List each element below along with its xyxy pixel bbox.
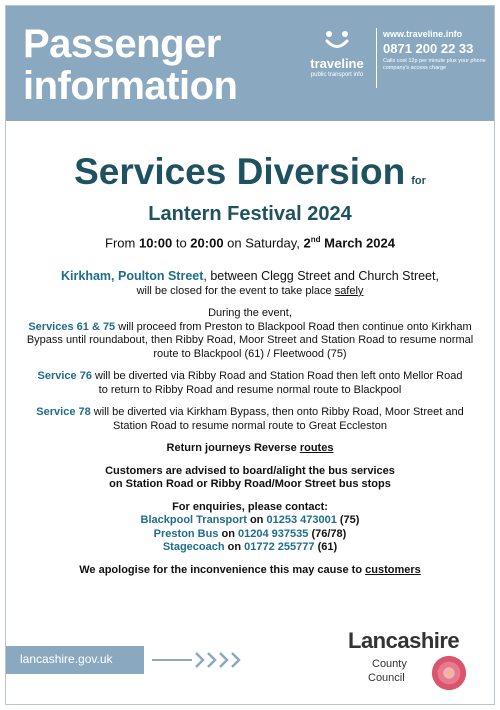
notice-body [6,152,494,577]
contact-routes: (61) [314,541,338,554]
contact-name: Blackpool Transport [140,514,247,527]
service-61-75-text: will proceed from Preston to Blackpool Road then continue onto Kirkham Bypass until roundabout, then Ribby Road, Moor Street and Station Road to resume normal route to Blackpool (61) / Fleetwood (75) [26,320,474,360]
council-name: Lancashire [348,628,460,653]
closure-safely: safely [334,284,364,297]
contact-name: Stagecoach [162,541,225,554]
traveline-smile-icon [322,30,352,52]
closure-location: Kirkham, Poulton Street [61,269,204,284]
return-journeys [6,442,494,456]
contact-preston-bus [6,528,494,542]
service-76-text: will be diverted via Ribby Road and Station Road then left onto Mellor Road to return to Ribby Road and resume normal route to Blackpool [91,370,463,396]
dates-on: on Saturday, [223,235,304,251]
header-title-line2: information [23,64,238,108]
council-county: County [372,658,407,670]
contact-routes: (76/78) [308,527,347,540]
contact-on: on [218,527,239,540]
contact-phone: 01772 255777 [244,541,315,554]
service-78-text: will be diverted via Kirkham Bypass, then onto Ribby Road, Moor Street and Station Road to resume normal route to Great Eccleston [90,406,464,432]
service-78-label: Service 78 [36,406,91,419]
service-78-diversion [6,406,494,433]
dates-end: 20:00 [190,235,224,251]
apology-text: We apologise for the inconvenience this may cause to [79,563,366,576]
traveline-brand-sub: public transport info [310,72,364,78]
contact-stagecoach [6,541,494,555]
chevrons-right-icon [152,651,272,669]
service-76-label: Service 76 [37,370,92,383]
contact-name: Preston Bus [153,527,219,540]
dates-month: March 2024 [320,235,395,251]
service-76-diversion [6,370,494,397]
enquiries-heading: For enquiries, please contact: [172,500,328,513]
header-title-line1: Passenger [23,22,221,66]
boarding-advice [6,465,494,492]
footer [6,620,494,704]
contact-on: on [224,541,245,554]
return-text: Return journeys Reverse [166,442,300,455]
notice-title-for: for [411,175,426,187]
dates-start: 10:00 [138,235,173,251]
contact-phone: 01204 937535 [238,527,309,540]
footer-url[interactable]: lancashire.gov.uk [20,652,113,666]
during-event: During the event, [208,307,292,320]
closure-text2: will be closed for the event to take place [136,284,335,297]
traveline-contact [383,29,491,72]
contact-on: on [246,514,267,527]
dates-ordinal: nd [310,235,321,244]
traveline-phone: 0871 200 22 33 [383,41,474,56]
advice-line1: Customers are advised to board/alight the bus services [105,464,395,477]
notice-title [6,152,494,201]
notice-title-text: Services Diversion [74,151,406,192]
red-rose-icon [430,654,468,692]
return-routes: routes [299,442,334,455]
event-dates [6,230,494,253]
dates-to: to [172,235,191,251]
traveline-brand: traveline [310,56,364,71]
closure-notice [6,270,494,298]
dates-from: From [105,235,139,251]
closure-text1: , between Clegg Street and Church Street, [203,269,439,284]
traveline-web: www.traveline.info [383,29,463,39]
contact-routes: (75) [336,514,360,527]
advice-line2: on Station Road or Ribby Road/Moor Street bus stops [109,478,391,491]
contact-phone: 01253 473001 [266,514,337,527]
service-61-75-diversion [6,321,494,362]
council-council: Council [368,672,405,684]
dates-day: 2 [303,235,311,251]
service-61-75-label: Services 61 & 75 [28,320,116,333]
poster [5,5,495,705]
header-divider [376,28,377,88]
event-name: Lantern Festival 2024 [148,203,352,225]
contact-blackpool-transport [6,514,494,528]
traveline-logo [298,30,376,79]
header-banner [6,6,494,121]
apology [6,564,494,578]
traveline-call-note: Calls cost 12p per minute plus your phone company's access charge [383,58,486,71]
apology-customers: customers [365,563,421,576]
